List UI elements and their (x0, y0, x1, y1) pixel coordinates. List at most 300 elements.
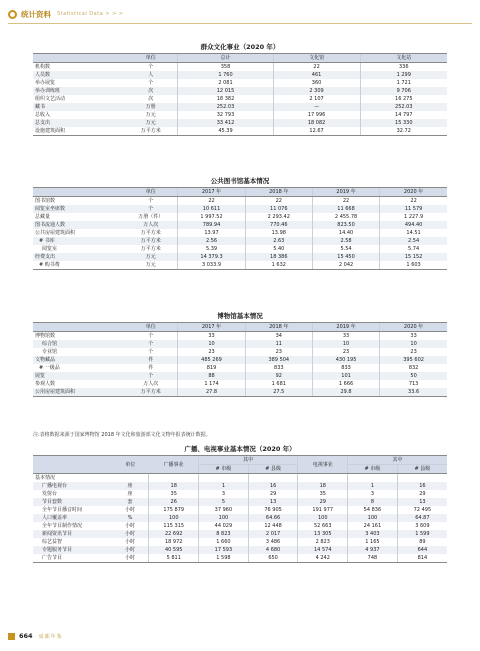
broadcast-table-row (33, 482, 447, 490)
library-cell-value: 1 603 (380, 261, 447, 270)
broadcast-cell-value: 52 663 (298, 522, 348, 530)
culture-cell-value: 45.39 (178, 127, 273, 136)
museum-row-label: 专业馆 (42, 349, 58, 355)
library-row-label: # 购书费 (33, 261, 124, 270)
culture-row-unit: 个 (148, 64, 154, 70)
culture-row-label: 机构数 (35, 64, 51, 70)
museum-row-label: 博物馆数 (35, 333, 56, 339)
broadcast-row-label: 新闻资讯节目 (33, 530, 112, 538)
broadcast-cell-value: 26 (149, 498, 199, 506)
broadcast-header-among-radio: 其中 (199, 456, 298, 465)
library-cell-value: 2 293.42 (245, 213, 312, 221)
museum-row-label: 展览 (33, 372, 124, 380)
library-cell-value: 2.54 (380, 237, 447, 245)
culture-table-row (33, 87, 447, 95)
library-cell-value: 1 227.9 (380, 213, 447, 221)
running-header (8, 6, 124, 22)
broadcast-cell-value: 115 315 (149, 522, 199, 530)
museum-table-row (33, 388, 447, 397)
broadcast-row-label: 节目套数 (33, 498, 112, 506)
broadcast-cell-value: 40 595 (149, 546, 199, 554)
broadcast-cell-value: 64.66 (248, 514, 298, 522)
museum-cell-value: 23 (178, 348, 245, 356)
culture-row-unit: 个 (148, 80, 154, 86)
museum-cell-value: 50 (380, 372, 447, 380)
library-row-unit: 万平方米 (140, 246, 161, 252)
library-cell-value: 5.39 (178, 245, 245, 253)
broadcast-row-label: 广告节目 (33, 554, 112, 563)
broadcast-cell-value: 18 972 (149, 538, 199, 546)
library-cell-value: 13.98 (245, 229, 312, 237)
culture-table-block (33, 42, 447, 136)
museum-cell-value: 389 504 (245, 356, 312, 364)
culture-table-row (33, 111, 447, 119)
culture-row-label: 组织文艺活动 (35, 96, 66, 102)
broadcast-cell-value: 76 905 (248, 506, 298, 514)
library-cell-value: 11 668 (312, 205, 379, 213)
page-number: 664 (19, 632, 33, 640)
broadcast-table-row (33, 498, 447, 506)
museum-cell-value: 11 (245, 340, 312, 348)
broadcast-cell-value: 1 598 (199, 554, 249, 563)
broadcast-cell-value: 3 403 (348, 530, 398, 538)
broadcast-cell-value: 3 (199, 490, 249, 498)
broadcast-cell-value: 191 977 (298, 506, 348, 514)
culture-row-unit: 次 (148, 96, 154, 102)
culture-row-unit: 人 (124, 71, 178, 79)
broadcast-header-radio: 广播事业 (149, 456, 199, 474)
library-row-unit: 个 (124, 205, 178, 213)
museum-cell-value: 88 (178, 372, 245, 380)
broadcast-cell-value (298, 474, 348, 483)
library-table-title: 公共图书馆基本情况 (210, 177, 270, 185)
library-cell-value: 14 379.3 (178, 253, 245, 261)
library-cell-value: 22 (380, 197, 447, 206)
broadcast-table-row (33, 530, 447, 538)
broadcast-cell-value: 3 609 (397, 522, 447, 530)
broadcast-cell-value (397, 474, 447, 483)
museum-cell-value: 833 (245, 364, 312, 372)
broadcast-row-unit: 座 (112, 482, 149, 490)
museum-cell-value: 92 (245, 372, 312, 380)
library-cell-value: 13.97 (178, 229, 245, 237)
culture-cell-value: 18 382 (178, 95, 273, 103)
library-row-label: 图书流通人数 (33, 221, 124, 229)
museum-row-unit: 个 (124, 372, 178, 380)
culture-cell-value: 15 330 (360, 119, 447, 127)
circle-icon (8, 10, 17, 19)
broadcast-cell-value: 13 (248, 498, 298, 506)
museum-header-cell (33, 323, 124, 332)
culture-table-title: 群众文化事业（2020 年） (200, 43, 280, 51)
broadcast-cell-value (149, 474, 199, 483)
header-title: 统计资料 (21, 9, 51, 19)
broadcast-cell-value: 72 495 (397, 506, 447, 514)
library-cell-value: 1 632 (245, 261, 312, 270)
culture-header-cell: 文化站 (360, 54, 447, 63)
broadcast-subheader-city: # 市级 (348, 465, 398, 474)
broadcast-cell-value: 29 (248, 490, 298, 498)
broadcast-cell-value: 4 680 (248, 546, 298, 554)
library-header-cell: 2020 年 (380, 188, 447, 197)
museum-row-unit: 件 (124, 356, 178, 364)
broadcast-row-label: 全年节目制作情况 (42, 523, 83, 529)
broadcast-row-unit: 座 (127, 491, 133, 497)
broadcast-cell-value: 100 (298, 514, 348, 522)
library-cell-value: 5.74 (380, 245, 447, 253)
broadcast-cell-value: 4 937 (348, 546, 398, 554)
broadcast-header-among-tv: 其中 (348, 456, 447, 465)
library-row-unit: 万元 (124, 253, 178, 261)
museum-cell-value: 1 666 (312, 380, 379, 388)
museum-table-row (33, 380, 447, 388)
broadcast-row-unit: 小时 (125, 539, 136, 545)
library-cell-value: 770.46 (245, 221, 312, 229)
broadcast-cell-value: 1 660 (199, 538, 249, 546)
broadcast-cell-value: 29 (397, 490, 447, 498)
library-cell-value: 11 076 (245, 205, 312, 213)
broadcast-cell-value: 64.87 (397, 514, 447, 522)
broadcast-cell-value: 1 (199, 482, 249, 490)
library-cell-value: 2.58 (312, 237, 379, 245)
culture-row-label: 设施建筑面积 (33, 127, 124, 136)
culture-row-unit: 次 (124, 87, 178, 95)
library-row-label: 阅览室坐席数 (33, 205, 124, 213)
museum-header-cell: 2018 年 (245, 323, 312, 332)
library-cell-value: 22 (245, 197, 312, 206)
broadcast-row-unit: % (112, 514, 149, 522)
library-cell-value: 823.50 (312, 221, 379, 229)
broadcast-cell-value: 22 692 (149, 530, 199, 538)
culture-table-row (33, 71, 447, 79)
library-row-unit: 万册（件） (138, 214, 164, 220)
broadcast-cell-value: 100 (199, 514, 249, 522)
museum-cell-value: 395 602 (380, 356, 447, 364)
broadcast-cell-value: 44 029 (199, 522, 249, 530)
broadcast-cell-value: 37 960 (199, 506, 249, 514)
museum-cell-value: 10 (312, 340, 379, 348)
broadcast-row-label: 基本情况 (35, 475, 56, 481)
culture-row-label: 总支出 (33, 119, 124, 127)
culture-cell-value: 33 412 (178, 119, 273, 127)
museum-table-row (33, 348, 447, 356)
museum-table-row (33, 364, 447, 372)
broadcast-cell-value: 175 879 (149, 506, 199, 514)
culture-cell-value: 18 082 (273, 119, 360, 127)
museum-cell-value: 33.6 (380, 388, 447, 397)
culture-cell-value: 22 (273, 63, 360, 72)
culture-cell-value: 461 (273, 71, 360, 79)
library-row-label: 阅览室 (42, 246, 58, 252)
library-table-row (33, 221, 447, 229)
broadcast-table-row (33, 546, 447, 554)
culture-row-label: 藏书 (33, 103, 124, 111)
culture-table-row (33, 119, 447, 127)
library-cell-value: 1 997.52 (178, 213, 245, 221)
broadcast-header-tv: 电视事业 (298, 456, 348, 474)
museum-row-label: 参观人数 (35, 381, 56, 387)
library-header-cell: 2019 年 (312, 188, 379, 197)
broadcast-table-row (33, 506, 447, 514)
museum-row-label: 综合馆 (33, 340, 124, 348)
museum-row-unit: 件 (148, 365, 154, 371)
broadcast-subheader-county: # 县级 (248, 465, 298, 474)
museum-cell-value: 832 (380, 364, 447, 372)
culture-row-label: 举办展览 (35, 80, 56, 86)
library-row-label: # 书库 (33, 237, 124, 245)
museum-table-row (33, 356, 447, 364)
museum-cell-value: 34 (245, 332, 312, 341)
library-cell-value: 789.94 (178, 221, 245, 229)
museum-cell-value: 485 269 (178, 356, 245, 364)
culture-table-row (33, 63, 447, 72)
broadcast-cell-value: 18 (149, 482, 199, 490)
broadcast-cell-value: 5 (199, 498, 249, 506)
broadcast-row-unit: 小时 (125, 507, 136, 513)
broadcast-row-unit: 小时 (112, 546, 149, 554)
museum-cell-value: 10 (178, 340, 245, 348)
library-row-label: 图书馆数 (35, 198, 56, 204)
museum-cell-value: 33 (380, 332, 447, 341)
museum-table-title: 博物馆基本情况 (217, 312, 263, 320)
broadcast-table-row (33, 490, 447, 498)
library-cell-value: 10 611 (178, 205, 245, 213)
broadcast-cell-value: 1 165 (348, 538, 398, 546)
broadcast-row-unit (112, 474, 149, 483)
culture-row-label: 总收入 (35, 112, 51, 118)
library-header-cell: 单位 (124, 188, 178, 197)
culture-cell-value: 252.03 (360, 103, 447, 111)
broadcast-cell-value: 100 (149, 514, 199, 522)
broadcast-row-unit: 套 (112, 498, 149, 506)
culture-cell-value: 2 309 (273, 87, 360, 95)
library-cell-value: 14.51 (380, 229, 447, 237)
library-row-unit: 万元 (124, 261, 178, 270)
culture-cell-value: 2 081 (178, 79, 273, 87)
museum-row-unit: 个 (148, 349, 154, 355)
broadcast-row-label: 发射台 (42, 491, 58, 497)
library-cell-value: 14.40 (312, 229, 379, 237)
library-table (33, 187, 447, 270)
library-table-row (33, 197, 447, 206)
museum-row-unit: 个 (148, 333, 154, 339)
broadcast-row-label: 人口覆盖率 (33, 514, 112, 522)
broadcast-cell-value: 16 (397, 482, 447, 490)
library-cell-value: 15 152 (380, 253, 447, 261)
broadcast-cell-value: 12 448 (248, 522, 298, 530)
museum-cell-value: 713 (380, 380, 447, 388)
broadcast-cell-value: 16 (248, 482, 298, 490)
culture-table-row (33, 127, 447, 136)
broadcast-cell-value: 3 (348, 490, 398, 498)
broadcast-cell-value (248, 474, 298, 483)
culture-header-cell (33, 54, 124, 63)
library-cell-value: 22 (312, 197, 379, 206)
museum-table (33, 322, 447, 397)
broadcast-row-label: 广播电视台 (33, 482, 112, 490)
broadcast-cell-value: 35 (298, 490, 348, 498)
broadcast-row-unit: 小时 (112, 554, 149, 563)
culture-table-row (33, 103, 447, 111)
header-rule (8, 23, 472, 24)
broadcast-row-label: 综艺益智 (42, 539, 63, 545)
culture-cell-value: 9 706 (360, 87, 447, 95)
library-cell-value: 2 042 (312, 261, 379, 270)
library-cell-value: 2 455.78 (312, 213, 379, 221)
culture-cell-value: 1 299 (360, 71, 447, 79)
library-table-row (33, 229, 447, 237)
broadcast-table-title: 广播、电视事业基本情况（2020 年） (184, 445, 296, 453)
culture-cell-value: 360 (273, 79, 360, 87)
museum-cell-value: 23 (380, 348, 447, 356)
library-table-row (33, 237, 447, 245)
culture-cell-value: 14 797 (360, 111, 447, 119)
museum-row-unit: 万平方米 (124, 388, 178, 397)
museum-header-cell: 单位 (124, 323, 178, 332)
library-cell-value: 22 (178, 197, 245, 206)
library-header-cell: 2018 年 (245, 188, 312, 197)
broadcast-row-unit: 小时 (112, 530, 149, 538)
culture-row-unit: 万册 (124, 103, 178, 111)
broadcast-row-unit: 小时 (125, 523, 136, 529)
broadcast-cell-value: 2 823 (298, 538, 348, 546)
broadcast-cell-value: 14 574 (298, 546, 348, 554)
broadcast-cell-value: 8 (348, 498, 398, 506)
culture-row-unit: 万元 (145, 112, 156, 118)
museum-cell-value: 33 (178, 332, 245, 341)
source-note: 注:表格数据来源于国家博物馆 2018 年文化和旅游部文化文物年报表统计数据。 (33, 432, 211, 438)
broadcast-cell-value (199, 474, 249, 483)
culture-header-cell: 单位 (124, 54, 178, 63)
museum-cell-value: 1 174 (178, 380, 245, 388)
broadcast-cell-value: 17 593 (199, 546, 249, 554)
library-table-row (33, 253, 447, 261)
header-subtitle: Statistical Data > > > (57, 11, 124, 17)
museum-header-cell: 2017 年 (178, 323, 245, 332)
library-table-row (33, 245, 447, 253)
culture-cell-value: 252.03 (178, 103, 273, 111)
broadcast-header-unit: 单位 (112, 456, 149, 474)
culture-cell-value: 12.67 (273, 127, 360, 136)
culture-table (33, 53, 447, 136)
culture-cell-value: 1 721 (360, 79, 447, 87)
library-row-unit: 万平方米 (140, 230, 161, 236)
museum-cell-value: 29.8 (312, 388, 379, 397)
library-table-row (33, 213, 447, 221)
broadcast-table-row (33, 474, 447, 483)
broadcast-cell-value: 1 599 (397, 530, 447, 538)
broadcast-table (33, 455, 447, 563)
museum-row-label: 公用房屋建筑面积 (33, 388, 124, 397)
museum-cell-value: 819 (178, 364, 245, 372)
broadcast-table-row (33, 554, 447, 563)
museum-cell-value: 10 (380, 340, 447, 348)
culture-header-cell: 总计 (178, 54, 273, 63)
library-row-unit: 万人次 (124, 221, 178, 229)
museum-row-unit: 万人次 (143, 381, 159, 387)
museum-table-row (33, 372, 447, 380)
culture-cell-value: 2 107 (273, 95, 360, 103)
museum-row-label: # 一级品 (39, 365, 60, 371)
broadcast-cell-value: 35 (149, 490, 199, 498)
culture-row-unit: 万元 (124, 119, 178, 127)
book-name: 成都年鉴 (38, 633, 63, 640)
broadcast-cell-value: 5 811 (149, 554, 199, 563)
museum-cell-value: 33 (312, 332, 379, 341)
culture-cell-value: 336 (360, 63, 447, 72)
museum-cell-value: 27.8 (178, 388, 245, 397)
culture-row-unit: 万平方米 (124, 127, 178, 136)
museum-cell-value: 23 (245, 348, 312, 356)
broadcast-cell-value: 748 (348, 554, 398, 563)
broadcast-cell-value: 8 823 (199, 530, 249, 538)
broadcast-cell-value: 18 (298, 482, 348, 490)
library-cell-value: 5.54 (312, 245, 379, 253)
broadcast-table-block (33, 444, 447, 563)
museum-table-row (33, 340, 447, 348)
broadcast-cell-value (348, 474, 398, 483)
culture-cell-value: 17 996 (273, 111, 360, 119)
broadcast-cell-value: 24 161 (348, 522, 398, 530)
page-footer (8, 630, 63, 642)
library-cell-value: 15 450 (312, 253, 379, 261)
culture-row-label: 举办训练班 (33, 87, 124, 95)
library-row-unit: 万平方米 (124, 237, 178, 245)
library-table-block (33, 176, 447, 270)
broadcast-cell-value: 54 836 (348, 506, 398, 514)
broadcast-cell-value: 2 017 (248, 530, 298, 538)
library-row-unit: 个 (148, 198, 154, 204)
broadcast-subheader-city: # 市级 (199, 465, 249, 474)
culture-row-label: 人员数 (33, 71, 124, 79)
broadcast-header-blank (33, 456, 112, 474)
culture-cell-value: — (273, 103, 360, 111)
culture-cell-value: 32 793 (178, 111, 273, 119)
museum-cell-value: 27.5 (245, 388, 312, 397)
culture-table-row (33, 79, 447, 87)
culture-cell-value: 1 760 (178, 71, 273, 79)
broadcast-cell-value: 89 (397, 538, 447, 546)
library-row-label: 公共房屋建筑面积 (35, 230, 76, 236)
museum-table-block (33, 311, 447, 397)
broadcast-table-row (33, 514, 447, 522)
museum-cell-value: 23 (312, 348, 379, 356)
library-cell-value: 5.40 (245, 245, 312, 253)
culture-cell-value: 12 015 (178, 87, 273, 95)
broadcast-row-label: 全年节目播音时间 (42, 507, 83, 513)
broadcast-subheader-county: # 县级 (397, 465, 447, 474)
library-cell-value: 2.56 (178, 237, 245, 245)
library-cell-value: 2.63 (245, 237, 312, 245)
library-row-label: 总藏量 (35, 214, 51, 220)
broadcast-table-row (33, 522, 447, 530)
culture-table-row (33, 95, 447, 103)
museum-cell-value: 1 681 (245, 380, 312, 388)
library-header-cell: 2017 年 (178, 188, 245, 197)
broadcast-cell-value: 814 (397, 554, 447, 563)
library-cell-value: 18 386 (245, 253, 312, 261)
library-cell-value: 3 033.9 (178, 261, 245, 270)
museum-cell-value: 430 195 (312, 356, 379, 364)
broadcast-cell-value: 13 305 (298, 530, 348, 538)
broadcast-row-label: 专题服务节目 (33, 546, 112, 554)
museum-table-row (33, 332, 447, 341)
broadcast-cell-value: 1 (348, 482, 398, 490)
museum-row-label: 文物藏品 (33, 356, 124, 364)
broadcast-cell-value: 100 (348, 514, 398, 522)
broadcast-table-row (33, 538, 447, 546)
broadcast-cell-value: 13 (397, 498, 447, 506)
